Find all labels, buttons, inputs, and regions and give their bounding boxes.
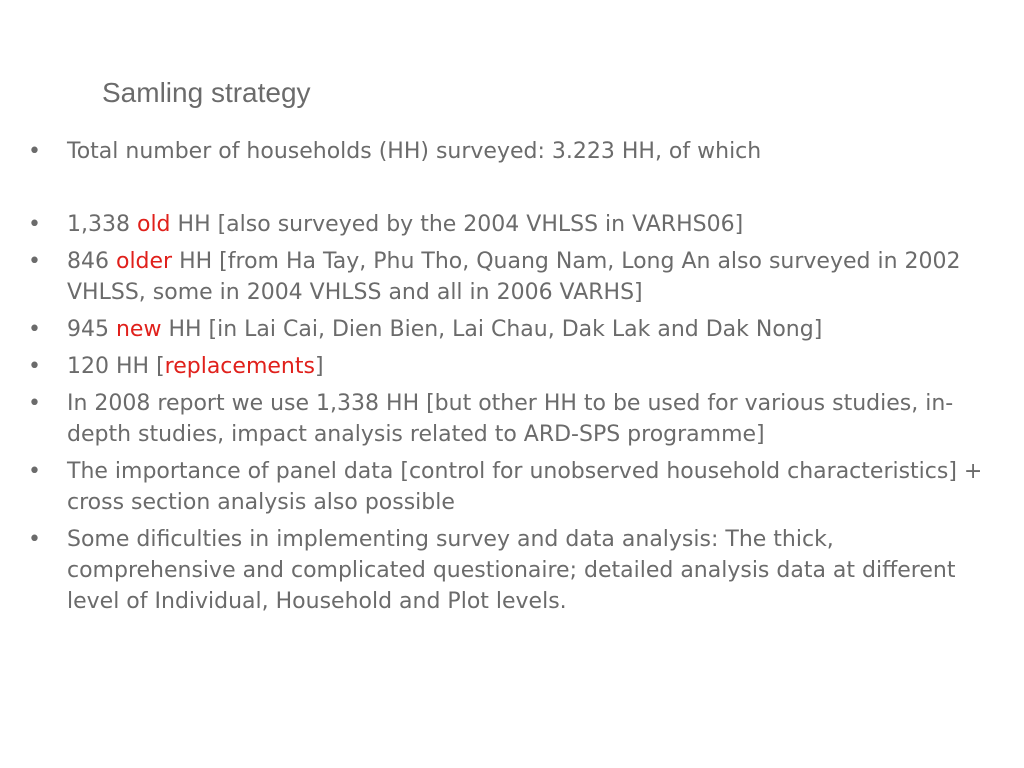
- bullet-text-post: HH [also surveyed by the 2004 VHLSS in VARHS06]: [170, 212, 744, 237]
- bullet-item-old-hh: [0, 209, 1000, 240]
- bullet-item-replacements: [0, 351, 1000, 382]
- bullet-text-pre: 846: [67, 249, 116, 274]
- bullet-highlight-replacements: replacements: [164, 354, 315, 379]
- bullet-text: The importance of panel data [control for unobserved household characteristics] + cross section analysis also possible: [67, 459, 983, 515]
- bullet-dot: •: [28, 317, 41, 342]
- bullet-text-pre: 120 HH [: [67, 354, 165, 379]
- bullet-dot: •: [28, 354, 41, 379]
- bullet-highlight-older: older: [115, 249, 173, 274]
- bullet-text: Some dificulties in implementing survey and data analysis: The thick, comprehensive and complicated questionaire; detailed analysis data at different level of Individual, Household and Plot levels.: [67, 527, 956, 614]
- bullet-text-pre: 1,338: [67, 212, 137, 237]
- bullet-dot: •: [28, 459, 41, 484]
- bullet-dot: •: [28, 527, 41, 552]
- bullet-text-post: HH [in Lai Cai, Dien Bien, Lai Chau, Dak Lak and Dak Nong]: [161, 317, 823, 342]
- bullet-highlight-new: new: [115, 317, 162, 342]
- bullet-dot: •: [28, 391, 41, 416]
- bullet-dot: •: [28, 249, 41, 274]
- bullet-dot: •: [28, 139, 41, 164]
- bullet-text-post: HH [from Ha Tay, Phu Tho, Quang Nam, Long An also surveyed in 2002 VHLSS, some in 2004 VHLSS and all in 2006 VARHS]: [67, 249, 961, 305]
- bullet-item-total-households: [0, 136, 1000, 167]
- bullet-item-panel-data: [0, 456, 1000, 518]
- bullet-text: Total number of households (HH) surveyed: 3.223 HH, of which: [67, 139, 762, 164]
- bullet-item-new-hh: [0, 314, 1000, 345]
- bullet-highlight-old: old: [136, 212, 171, 237]
- bullet-text-post: ]: [314, 354, 324, 379]
- slide-title: Samling strategy: [102, 77, 311, 108]
- bullet-text: In 2008 report we use 1,338 HH [but other HH to be used for various studies, in-depth studies, impact analysis related to ARD-SPS programme]: [67, 391, 954, 447]
- bullet-item-older-hh: [0, 246, 1000, 308]
- bullet-text-pre: 945: [67, 317, 116, 342]
- bullet-item-2008-report: [0, 388, 1000, 450]
- bullet-dot: •: [28, 212, 41, 237]
- bullet-item-difficulties: [0, 524, 1000, 617]
- bullet-list: [0, 136, 1000, 623]
